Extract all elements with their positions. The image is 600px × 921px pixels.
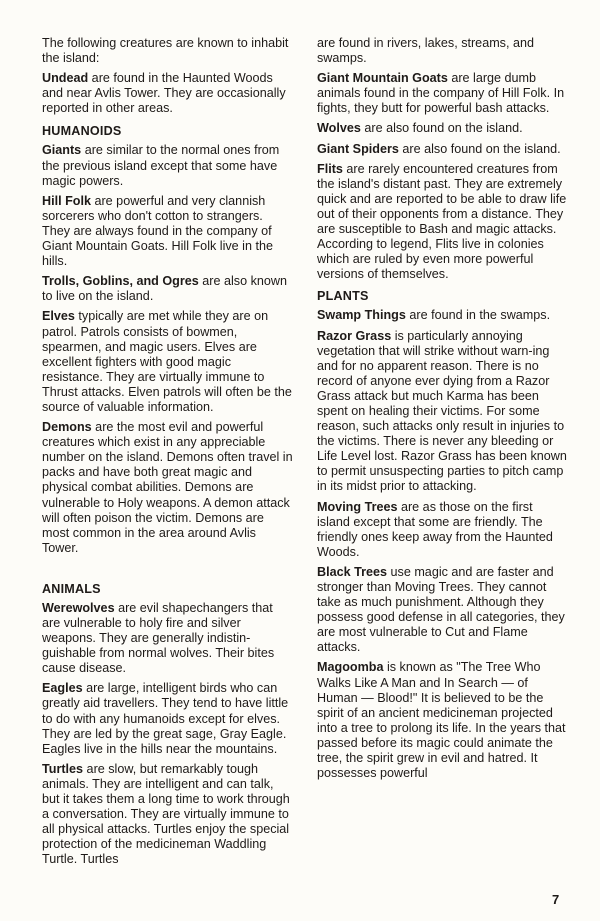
text-magoomba: is known as "The Tree Who Walks Like A Man and In Search — of Human — Blood!" It is believed to be the spirit of an ancient medicineman projected into a tree to prolong its life. In the years that passed before its magic could animate the tree, the spirit grew in evil and hatred. It possesses powerful xyxy=(317,660,566,781)
text-trolls: are also known to live on the island. xyxy=(42,274,287,304)
term-black-trees: Black Trees xyxy=(317,564,388,579)
term-turtles: Turtles xyxy=(42,761,84,776)
term-spiders: Giant Spiders xyxy=(317,141,399,156)
heading-animals: ANIMALS xyxy=(42,581,101,596)
entry-hill-folk xyxy=(42,194,294,269)
term-magoomba: Magoomba xyxy=(317,660,384,675)
term-werewolves: Werewolves xyxy=(42,600,115,615)
entry-razor-grass xyxy=(317,329,567,495)
entry-black-trees xyxy=(317,565,567,656)
term-undead: Undead xyxy=(42,71,89,86)
text-swamp-things: are found in the swamps. xyxy=(405,308,551,323)
text-hill-folk: are powerful and very clannish sorcerers who don't cotton to strangers. They are always found in the company of Giant Mountain Goats. Hill Folk live in the hills. xyxy=(42,193,273,269)
text-wolves: are also found on the island. xyxy=(360,121,523,136)
term-hill-folk: Hill Folk xyxy=(42,193,91,208)
entry-swamp-things xyxy=(317,308,567,323)
text-moving-trees: are as those on the first island except that some are friendly. The friendly ones keep away from the Haunted Woods. xyxy=(317,499,553,559)
entry-eagles xyxy=(42,681,294,756)
text-razor-grass: is particularly annoying vegetation that will strike without warn-ing and for no apparent reason. There is no record of anyone ever dying from a Razor Grass attack but much Karma has been spent on healing their victims. For some reason, such attacks only result in injuries to the victims. There is never any bleeding or Life Level lost. Razor Grass has been known to permit unsuspecting parties to pitch camp in its midst prior to attacking. xyxy=(317,328,567,494)
entry-magoomba xyxy=(317,660,567,781)
text-black-trees: use magic and are faster and stronger than Moving Trees. They cannot take as much punishment. Although they possess good defense in all categories, they are most vulnerable to Cut and Flame attacks. xyxy=(317,564,565,655)
term-trolls: Trolls, Goblins, and Ogres xyxy=(42,274,199,289)
term-elves: Elves xyxy=(42,309,75,324)
entry-trolls xyxy=(42,274,294,304)
term-wolves: Wolves xyxy=(317,121,361,136)
text-spiders: are also found on the island. xyxy=(398,141,561,156)
text-undead: are found in the Haunted Woods and near Avlis Tower. They are occasionally reported in other areas. xyxy=(42,71,286,116)
entry-turtles xyxy=(42,762,294,868)
text-turtles: are slow, but remarkably tough animals. They are intelligent and can talk, but it takes them a long time to work through a conversation. They are virtually immune to all physical attacks. Turtles enjoy the special protection of the medicineman Waddling Turtle. Turtles xyxy=(42,761,290,867)
term-giants: Giants xyxy=(42,143,82,158)
term-swamp-things: Swamp Things xyxy=(317,308,406,323)
left-column xyxy=(42,36,294,873)
entry-undead xyxy=(42,71,294,116)
term-goats: Giant Mountain Goats xyxy=(317,71,448,86)
entry-flits xyxy=(317,162,567,283)
turtles-continued: are found in rivers, lakes, streams, and swamps. xyxy=(317,36,534,66)
entry-werewolves xyxy=(42,601,294,676)
intro-paragraph: The following creatures are known to inhabit the island: xyxy=(42,36,289,66)
heading-plants: PLANTS xyxy=(317,289,369,304)
text-flits: are rarely encountered creatures from the island's distant past. They are extremely quick and are reported to be able to draw life out of their opponents from a distance. They are susceptible to Bash and magic attacks. According to legend, Flits live in colonies which are ruled by even more powerful versions of themselves. xyxy=(317,161,567,282)
text-goats: are large dumb animals found in the company of Hill Folk. In fights, they butt for powerful bash attacks. xyxy=(317,71,565,116)
text-demons: are the most evil and powerful creatures which exist in any appreciable number on the island. Demons often travel in packs and have both great magic and physical combat abilities. Demons are vulnerable to Holy weapons. A demon attack will often poison the victim. Demons are most common in the area around Avlis Tower. xyxy=(42,420,293,555)
term-moving-trees: Moving Trees xyxy=(317,499,398,514)
entry-wolves xyxy=(317,121,567,136)
term-razor-grass: Razor Grass xyxy=(317,328,392,343)
text-eagles: are large, intelligent birds who can greatly aid travellers. They tend to have little to do with any humanoids except for elves. They are led by the great sage, Gray Eagle. Eagles live in the hills near the mountains. xyxy=(42,681,289,756)
term-eagles: Eagles xyxy=(42,681,83,696)
entry-demons xyxy=(42,420,294,556)
term-demons: Demons xyxy=(42,420,92,435)
term-flits: Flits xyxy=(317,161,343,176)
right-column xyxy=(317,36,567,786)
heading-humanoids: HUMANOIDS xyxy=(42,124,122,139)
text-werewolves: are evil shapechangers that are vulnerable to holy fire and silver weapons. They are generally indistin-guishable from normal wolves. Their bites cause disease. xyxy=(42,600,275,676)
text-giants: are similar to the normal ones from the previous island except that some have magic powers. xyxy=(42,143,280,188)
entry-giant-mountain-goats xyxy=(317,71,567,116)
page-number: 7 xyxy=(552,892,560,907)
entry-moving-trees xyxy=(317,500,567,560)
text-elves: typically are met while they are on patrol. Patrols consists of bowmen, spearmen, and magic users. Elves are excellent fighters with good magic resistance. They are virtually immune to Thrust attacks. Elven patrols will often be the source of valuable information. xyxy=(42,309,292,414)
entry-elves xyxy=(42,309,294,415)
entry-giant-spiders xyxy=(317,142,567,157)
entry-giants xyxy=(42,143,294,188)
